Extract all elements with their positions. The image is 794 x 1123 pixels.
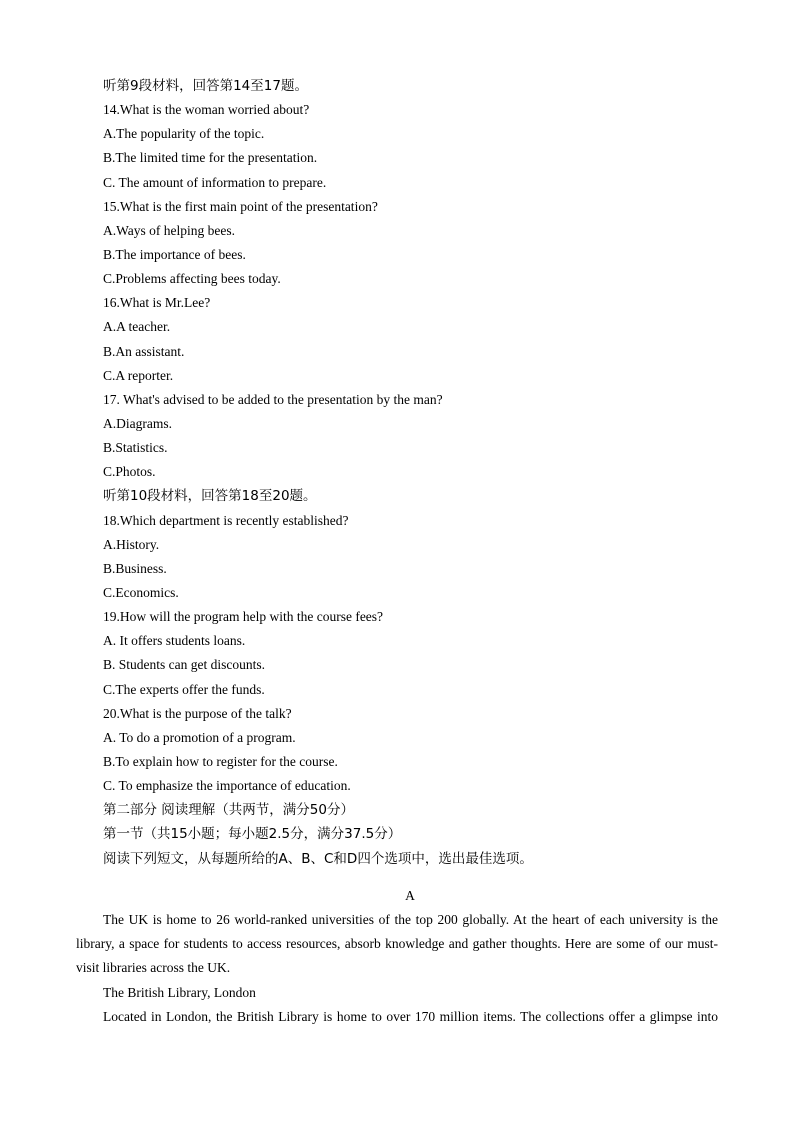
question-line: 19.How will the program help with the course fees? (103, 609, 384, 625)
question-line: 20.What is the purpose of the talk? (103, 705, 292, 721)
question-line: A.Diagrams. (103, 415, 172, 431)
question-line: C.A reporter. (103, 367, 174, 383)
question-line: B.Statistics. (103, 440, 168, 456)
question-line: B.The limited time for the presentation. (103, 150, 318, 166)
question-line: 17. What's advised to be added to the presentation by the man? (103, 391, 443, 407)
passage-body (76, 908, 718, 1029)
section-heading: 听第10段材料，回答第18至20题。 (103, 488, 317, 505)
passage-paragraph: Located in London, the British Library is home to over 170 million items. The collections offer a glimpse into (103, 1008, 718, 1024)
section-heading: 第二部分 阅读理解（共两节，满分50分） (103, 802, 354, 819)
section-heading: 阅读下列短文，从每题所给的A、B、C和D四个选项中，选出最佳选项。 (103, 850, 533, 867)
question-line: C.The experts offer the funds. (103, 681, 265, 697)
question-line: A. It offers students loans. (103, 633, 246, 649)
question-line: B.Business. (103, 560, 167, 576)
section-heading: 听第9段材料，回答第14至17题。 (103, 78, 308, 94)
section-heading: 第一节（共15小题；每小题2.5分，满分37.5分） (103, 826, 402, 843)
question-line: A. To do a promotion of a program. (103, 729, 296, 745)
question-line: B. Students can get discounts. (103, 657, 265, 673)
question-line: A.Ways of helping bees. (103, 222, 236, 238)
question-line: C. To emphasize the importance of education. (103, 778, 351, 794)
question-line: C.Problems affecting bees today. (103, 271, 281, 287)
question-line: C. The amount of information to prepare. (103, 174, 327, 190)
questions-section (103, 74, 723, 871)
question-line: A.A teacher. (103, 319, 171, 335)
question-line: 15.What is the first main point of the presentation? (103, 198, 378, 214)
question-line: 16.What is Mr.Lee? (103, 295, 211, 311)
question-line: C.Economics. (103, 584, 179, 600)
passage-paragraph: The UK is home to 26 world-ranked universities of the top 200 globally. At the heart of each university is the library, a space for students to access resources, absorb knowledge and gather thoughts. Here are some of our must-visit libraries across the UK. (76, 912, 718, 976)
passage-title: A (405, 888, 415, 903)
question-line: 18.Which department is recently established? (103, 512, 349, 528)
question-line: B.An assistant. (103, 343, 185, 359)
question-line: B.To explain how to register for the course. (103, 753, 338, 769)
question-line: A.The popularity of the topic. (103, 126, 265, 142)
question-line: C.Photos. (103, 464, 156, 480)
passage-subheading: The British Library, London (103, 984, 256, 1000)
question-line: A.History. (103, 536, 160, 552)
question-line: 14.What is the woman worried about? (103, 102, 310, 118)
question-line: B.The importance of bees. (103, 246, 246, 262)
